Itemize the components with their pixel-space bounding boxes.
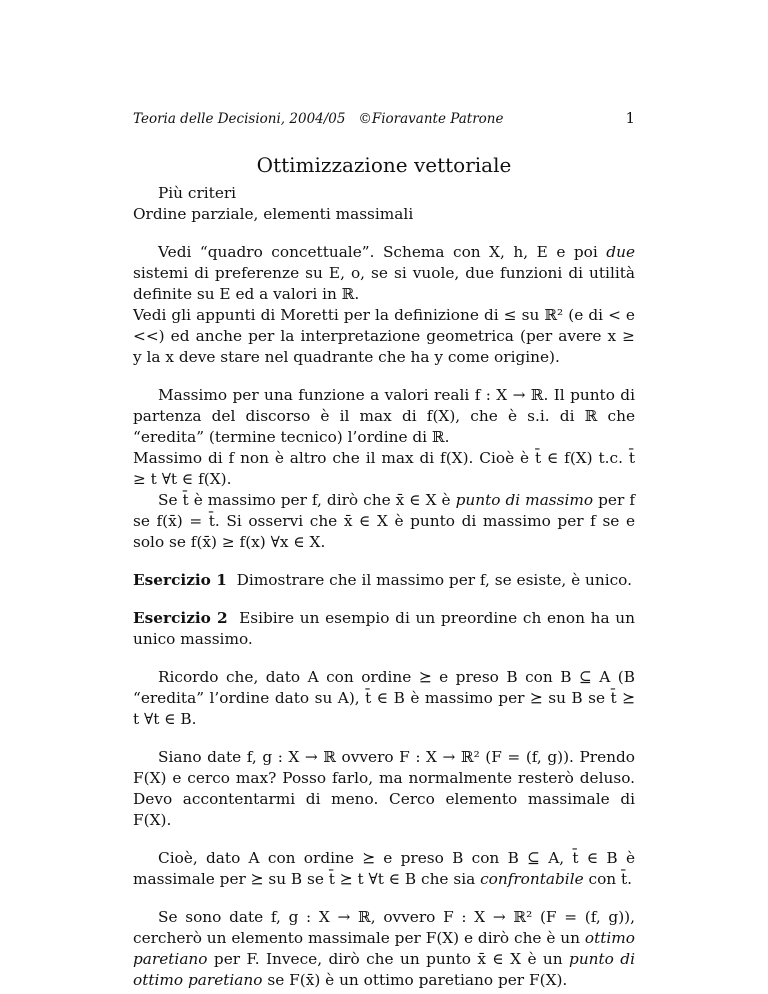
para1-emphasis: due (606, 243, 635, 261)
para1-text-b: sistemi di preferenze su E, o, se si vuole, due funzioni di utilità definite su E ed a valori in ℝ. (133, 264, 635, 303)
paragraph-massimo-di-f: Massimo di f non è altro che il max di f(X). Cioè è t̄ ∈ f(X) t.c. t̄ ≥ t ∀t ∈ f(X). (133, 449, 635, 488)
para9-text-b: per F. Invece, dirò che un punto x̄ ∈ X è un (207, 950, 570, 968)
para9-emphasis-2: punto di ottimo paretiano (133, 950, 635, 989)
exercise-2-label: Esercizio 2 (133, 609, 228, 627)
para9-text-a: Se sono date f, g : X → ℝ, ovvero F : X → ℝ² (F = (f, g)), cercherò un elemento massimale per F(X) e dirò che è un (133, 908, 635, 947)
intro-line-2: Ordine parziale, elementi massimali (133, 205, 414, 223)
exercise-1-text: Dimostrare che il massimo per f, se esiste, è unico. (236, 571, 632, 589)
para9-emphasis-1: ottimo paretiano (133, 929, 635, 968)
paragraph-ricordo: Ricordo che, dato A con ordine ⪰ e preso B con B ⊆ A (B “eredita” l’ordine dato su A), t̄ ∈ B è massimo per ⪰ su B se t̄ ⪰ t ∀t ∈ B. (133, 668, 635, 728)
para5-text-a: Se t̄ è massimo per f, dirò che x̄ ∈ X è (158, 491, 456, 509)
page-number: 1 (625, 109, 635, 127)
exercise-2-text: Esibire un esempio di un preordine ch enon ha un unico massimo. (133, 609, 636, 648)
para5-emphasis: punto di massimo (455, 491, 594, 509)
paragraph-quadro-concettuale (133, 242, 635, 305)
intro-line-1: Più criteri (158, 184, 237, 202)
paragraph-massimale (133, 848, 635, 890)
copyright-symbol: © (358, 111, 372, 127)
paragraph-moretti: Vedi gli appunti di Moretti per la definizione di ≤ su ℝ² (e di < e <<) ed anche per la interpretazione geometrica (per avere x ≥ y la x deve stare nel quadrante che ha y come origine). (133, 306, 635, 366)
course-name: Teoria delle Decisioni, 2004/05 (133, 111, 346, 127)
exercise-1-label: Esercizio 1 (133, 571, 227, 589)
para1-text-a: Vedi “quadro concettuale”. Schema con X, h, E e poi (158, 243, 607, 261)
para9-text-c: se F(x̄) è un ottimo paretiano per F(X). (262, 971, 568, 989)
para8-text-b: con t̄. (583, 870, 633, 888)
exercise-2 (133, 608, 635, 650)
paragraph-siano-date: Siano date f, g : X → ℝ ovvero F : X → ℝ² (F = (f, g)). Prendo F(X) e cerco max? Posso farlo, ma normalmente resterò deluso. Devo accontentarmi di meno. Cerco elemento massimale di F(X). (133, 748, 635, 829)
paragraph-punto-di-massimo (133, 490, 635, 553)
page-title: Ottimizzazione vettoriale (256, 153, 512, 177)
para8-text-a: Cioè, dato A con ordine ⪰ e preso B con B ⊆ A, t̄ ∈ B è massimale per ⪰ su B se t̄ ⪰ t ∀t ∈ B che sia (133, 849, 635, 888)
author-name: Fioravante Patrone (371, 111, 504, 127)
para8-emphasis: confrontabile (480, 870, 584, 888)
running-header (133, 110, 633, 128)
exercise-1 (133, 570, 635, 591)
paragraph-massimo-funzione: Massimo per una funzione a valori reali f : X → ℝ. Il punto di partenza del discorso è il max di f(X), che è s.i. di ℝ che “eredita” (termine tecnico) l’ordine di ℝ. (133, 386, 635, 446)
paragraph-ottimo-paretiano (133, 907, 635, 991)
document-body (133, 183, 635, 991)
para5-text-b: per f se f(x̄) = t̄. Si osservi che x̄ ∈ X è punto di massimo per f se e solo se f(x̄) ≥ f(x) ∀x ∈ X. (133, 491, 635, 551)
